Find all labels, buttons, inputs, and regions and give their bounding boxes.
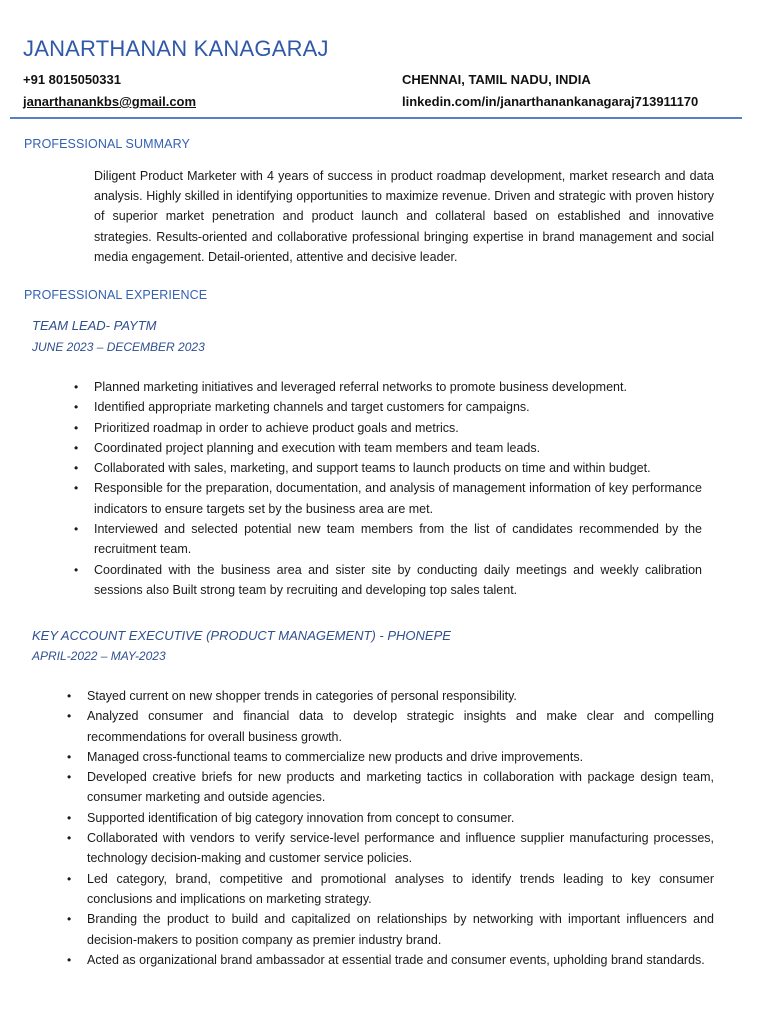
bullet-icon: •	[67, 709, 72, 724]
bullet-icon: •	[74, 420, 79, 435]
bullet-text: Responsible for the preparation, documentation, and analysis of management information of key performance indicators to ensure targets set by the business area are met.	[94, 481, 702, 516]
summary-text: Diligent Product Marketer with 4 years of success in product roadmap development, market research and data analysis. Highly skilled in identifying opportunities to maximize revenue. Driven and strategic with proven history of superior market penetration and product launch and collateral based on established and innovative strategies. Results-oriented and collaborative professional bringing expertise in brand management and social media engagement. Detail-oriented, attentive and decisive leader.	[94, 169, 714, 264]
bullet-item	[74, 438, 702, 458]
job-dates-paytm: JUNE 2023 – DECEMBER 2023	[32, 340, 205, 354]
bullet-text: Coordinated with the business area and sister site by conducting daily meetings and weekly calibration sessions also Built strong team by recruiting and developing top sales talent.	[94, 562, 702, 597]
header-divider	[10, 117, 742, 119]
bullet-text: Supported identification of big category innovation from concept to consumer.	[87, 810, 515, 825]
job-dates-phonepe: APRIL-2022 – MAY-2023	[32, 649, 166, 663]
linkedin-link[interactable]: linkedin.com/in/janarthanankanagaraj713911170	[402, 94, 699, 109]
bullet-icon: •	[74, 440, 79, 455]
bullet-item	[74, 418, 702, 438]
phone-number: +91 8015050331	[23, 72, 121, 87]
bullet-item	[74, 560, 702, 601]
bullet-icon: •	[67, 810, 72, 825]
bullet-text: Managed cross-functional teams to commercialize new products and drive improvements.	[87, 749, 584, 764]
bullet-icon: •	[67, 831, 72, 846]
location: CHENNAI, TAMIL NADU, INDIA	[402, 72, 591, 87]
summary-heading: PROFESSIONAL SUMMARY	[24, 137, 190, 151]
experience-heading: PROFESSIONAL EXPERIENCE	[24, 288, 208, 302]
bullet-icon: •	[67, 871, 72, 886]
bullet-item	[74, 377, 702, 397]
bullet-item	[67, 706, 714, 747]
bullet-text: Led category, brand, competitive and promotional analyses to identify trends leading to key consumer conclusions and implications on marketing strategy.	[87, 871, 714, 906]
bullet-item	[67, 686, 714, 706]
job-title-paytm: TEAM LEAD- PAYTM	[32, 318, 157, 333]
bullet-icon: •	[74, 481, 79, 496]
bullet-icon: •	[74, 562, 79, 577]
bullet-icon: •	[67, 912, 72, 927]
bullet-item	[67, 808, 714, 828]
job-bullets-phonepe	[67, 686, 714, 970]
job-title-phonepe: KEY ACCOUNT EXECUTIVE (PRODUCT MANAGEMENT) - PHONEPE	[32, 628, 451, 643]
bullet-text: Interviewed and selected potential new team members from the list of candidates recommended by the recruitment team.	[94, 522, 702, 557]
bullet-text: Branding the product to build and capitalized on relationships by networking with important influencers and decision-makers to position company as premier industry brand.	[87, 912, 714, 947]
bullet-text: Developed creative briefs for new products and marketing tactics in collaboration with package design team, consumer marketing and outside agencies.	[87, 770, 714, 805]
email-link[interactable]: janarthanankbs@gmail.com	[23, 94, 197, 109]
bullet-icon: •	[74, 400, 79, 415]
bullet-text: Analyzed consumer and financial data to develop strategic insights and make clear and compelling recommendations for overall business growth.	[87, 709, 714, 744]
bullet-item	[74, 397, 702, 417]
job-bullets-paytm	[74, 377, 702, 600]
bullet-text: Identified appropriate marketing channels and target customers for campaigns.	[94, 400, 530, 415]
bullet-text: Planned marketing initiatives and leveraged referral networks to promote business development.	[94, 380, 627, 394]
bullet-icon: •	[67, 689, 72, 703]
bullet-item	[67, 869, 714, 910]
bullet-item	[67, 909, 714, 950]
bullet-text: Collaborated with vendors to verify service-level performance and influence supplier manufacturing processes, technology decision-making and customer service policies.	[87, 831, 714, 866]
bullet-icon: •	[74, 380, 79, 394]
bullet-item	[74, 519, 702, 560]
bullet-text: Collaborated with sales, marketing, and support teams to launch products on time and within budget.	[94, 461, 651, 476]
bullet-item	[74, 478, 702, 519]
bullet-icon: •	[74, 522, 79, 537]
bullet-item	[67, 747, 714, 767]
bullet-text: Acted as organizational brand ambassador at essential trade and consumer events, upholding brand standards.	[87, 952, 705, 967]
bullet-icon: •	[67, 952, 72, 967]
bullet-icon: •	[74, 461, 79, 476]
bullet-icon: •	[67, 770, 72, 785]
bullet-text: Prioritized roadmap in order to achieve product goals and metrics.	[94, 420, 459, 435]
bullet-text: Stayed current on new shopper trends in categories of personal responsibility.	[87, 689, 517, 703]
candidate-name: JANARTHANAN KANAGARAJ	[23, 36, 329, 61]
bullet-item	[67, 950, 714, 970]
bullet-item	[67, 828, 714, 869]
bullet-item	[74, 458, 702, 478]
bullet-item	[67, 767, 714, 808]
bullet-icon: •	[67, 749, 72, 764]
bullet-text: Coordinated project planning and execution with team members and team leads.	[94, 440, 541, 455]
